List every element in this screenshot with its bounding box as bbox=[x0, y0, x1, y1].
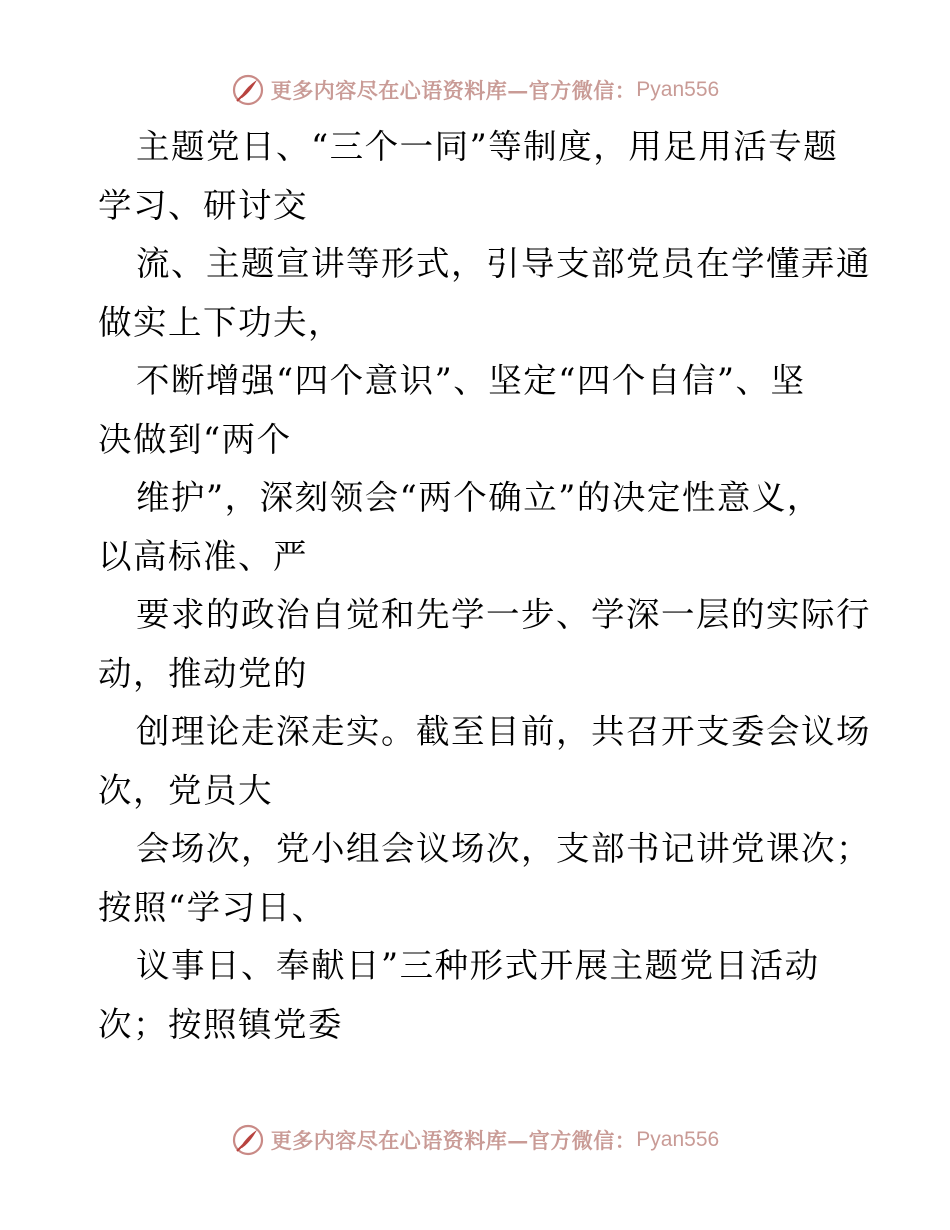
text-line: 动，推动党的 bbox=[98, 653, 308, 693]
watermark-text: 更多内容尽在心语资料库—官方微信： bbox=[270, 78, 637, 103]
text-line: 以高标准、严 bbox=[98, 536, 308, 576]
watermark-id: Pyan556 bbox=[636, 1128, 720, 1151]
text-line: 不断增强“四个意识”、坚定“四个自信”、坚 bbox=[136, 361, 806, 400]
header-watermark bbox=[0, 70, 950, 110]
text-line: 做实上下功夫， bbox=[98, 302, 343, 342]
footer-watermark bbox=[0, 1120, 950, 1160]
text-line: 要求的政治自觉和先学一步、学深一层的实际行 bbox=[136, 595, 871, 634]
watermark-id: Pyan556 bbox=[636, 78, 720, 101]
text-line: 决做到“两个 bbox=[98, 419, 292, 459]
text-line: 主题党日、“三个一同”等制度，用足用活专题 bbox=[136, 127, 839, 166]
text-line: 议事日、奉献日”三种形式开展主题党日活动 bbox=[136, 946, 820, 985]
watermark-text: 更多内容尽在心语资料库—官方微信： bbox=[270, 1128, 637, 1153]
text-line: 按照“学习日、 bbox=[98, 887, 327, 927]
pen-logo-icon bbox=[231, 73, 265, 107]
text-line: 流、主题宣讲等形式，引导支部党员在学懂弄通 bbox=[136, 244, 871, 283]
text-line: 学习、研讨交 bbox=[98, 185, 308, 225]
pen-logo-icon bbox=[231, 1123, 265, 1157]
document-body bbox=[98, 118, 871, 1054]
text-line: 次；按照镇党委 bbox=[98, 1004, 343, 1044]
text-line: 维护”，深刻领会“两个确立”的决定性意义， bbox=[136, 478, 822, 517]
text-line: 会场次，党小组会议场次，支部书记讲党课次； bbox=[136, 829, 871, 868]
text-line: 次，党员大 bbox=[98, 770, 273, 810]
text-line: 创理论走深走实。截至目前，共召开支委会议场 bbox=[136, 712, 871, 751]
